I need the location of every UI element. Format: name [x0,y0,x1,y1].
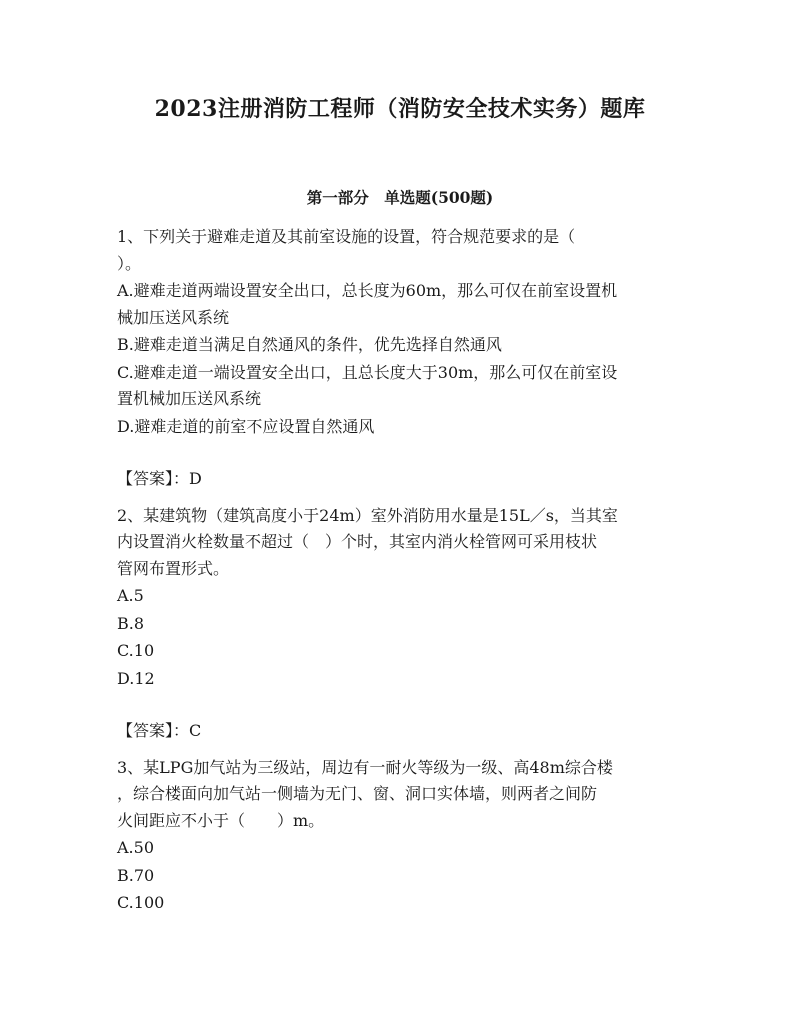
option-a: A.避难走道两端设置安全出口，总长度为60m，那么可仅在前室设置机 [117,281,618,300]
document-title: 2023注册消防工程师（消防安全技术实务）题库 [154,96,646,122]
option-d: D.12 [117,668,155,688]
question-text-line: 火间距应不小于（ ）m。 [117,810,325,830]
question-text-line: 2、某建筑物（建筑高度小于24m）室外消防用水量是15L／s，当其室 [117,505,618,525]
question-item [117,755,687,917]
question-text-line: 内设置消火栓数量不超过（ ）个时，其室内消火栓管网可采用枝状 [117,532,598,551]
option-b: B.避难走道当满足自然通风的条件，优先选择自然通风 [117,335,502,354]
question-text-line: 3、某LPG加气站为三级站，周边有一耐火等级为一级、高48m综合楼 [117,757,613,777]
question-text-line: ）。 [117,253,142,273]
section-heading: 第一部分 单选题(500题) [306,188,494,207]
option-d: D.避难走道的前室不应设置自然通风 [117,416,375,436]
option-a-continued: 械加压送风系统 [117,307,230,327]
option-a: A.50 [117,838,154,857]
question-text-line: 1、下列关于避难走道及其前室设施的设置，符合规范要求的是（ [117,227,576,246]
option-b: B.8 [117,613,145,633]
answer-line: 【答案】：D [117,469,202,488]
option-c: C.100 [117,893,165,912]
question-text-line: ，综合楼面向加气站一侧墙为无门、窗、洞口实体墙，则两者之间防 [117,784,598,803]
question-item [117,224,687,493]
option-b: B.70 [117,865,155,885]
option-c: C.避难走道一端设置安全出口，且总长度大于30m，那么可仅在前室设 [117,362,618,382]
answer-line: 【答案】：C [117,721,202,740]
question-item [117,503,687,745]
option-c-continued: 置机械加压送风系统 [117,389,262,408]
option-a: A.5 [117,586,144,605]
question-text-line: 管网布置形式。 [117,558,230,578]
option-c: C.10 [117,641,155,660]
question-list [117,224,687,917]
